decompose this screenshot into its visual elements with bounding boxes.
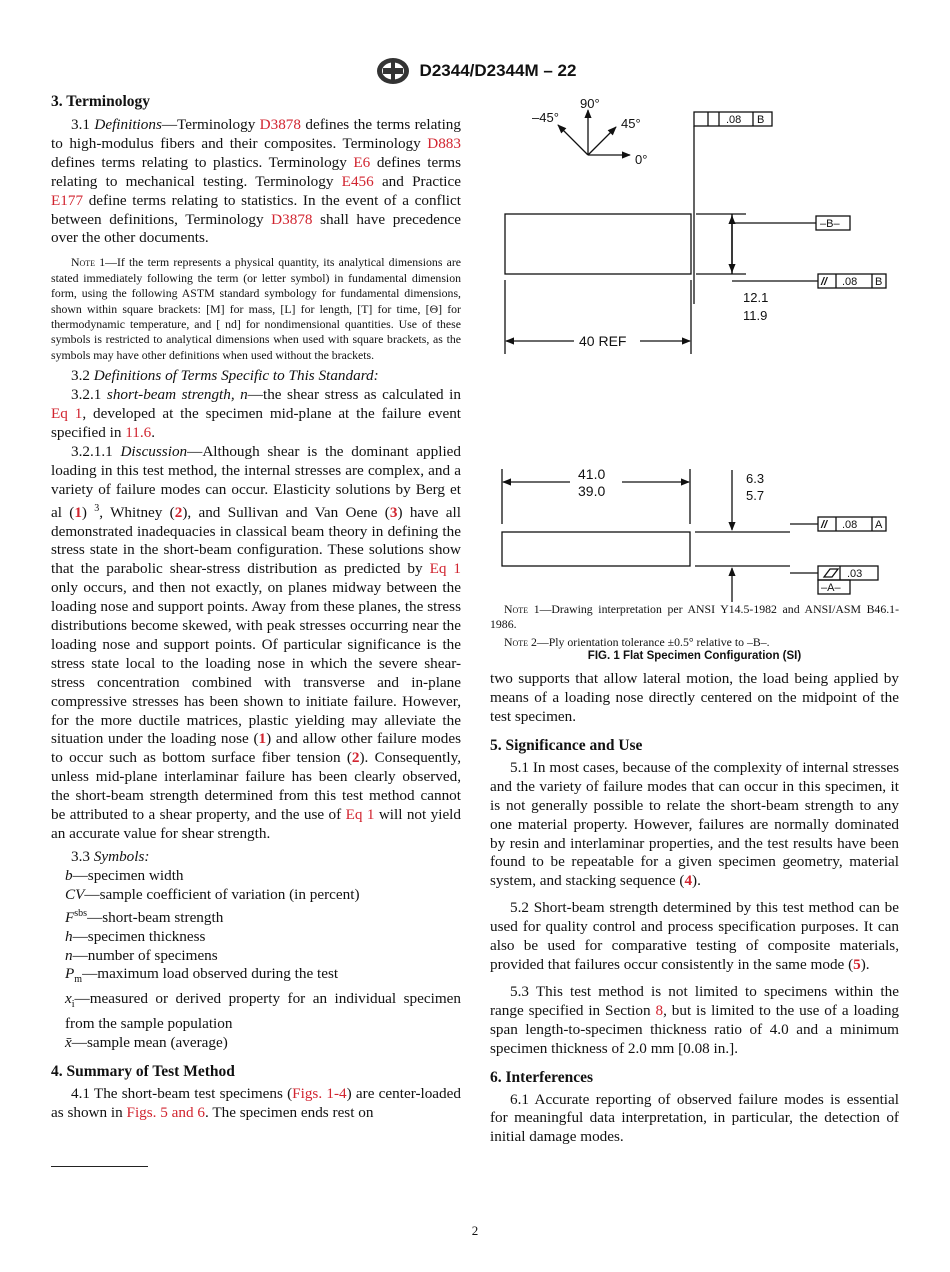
ref-3[interactable]: 3 — [389, 503, 398, 521]
ref-4[interactable]: 4 — [684, 872, 693, 890]
figure-note-1: Note 1—Drawing interpretation per ANSI Y14.5-1982 and ANSI/ASM B46.1-1986. — [490, 602, 900, 632]
svg-text:B: B — [757, 114, 765, 126]
link-figs-5-6[interactable]: Figs. 5 and 6 — [126, 1104, 205, 1121]
paragraph-4-1-continued: two supports that allow lateral motion, the load being applied by means of a loading nose directly centered on the midpoint of the test specimen. — [490, 670, 899, 726]
paragraph-3-3: 3.3 Symbols: — [71, 847, 150, 865]
ref-1-b[interactable]: 1 — [258, 730, 267, 748]
figure-note-2: Note 2—Ply orientation tolerance ±0.5° relative to –B–. — [504, 634, 770, 649]
paragraph-3-2-1: 3.2.1 short-beam strength, n—the shear stress as calculated in Eq 1, developed at the specimen mid-plane at the failure event specified in 11.6. — [51, 386, 462, 441]
section-4-heading: 4. Summary of Test Method — [51, 1063, 235, 1081]
label-90-deg: 90° — [580, 96, 600, 111]
datum-a-label: –A– — [821, 582, 841, 594]
symbol-item: x̄—sample mean (average) — [65, 1034, 228, 1052]
label-0-deg: 0° — [635, 152, 648, 167]
link-eq1[interactable]: Eq 1 — [51, 405, 83, 422]
left-column — [51, 92, 461, 1123]
right-column — [490, 602, 899, 1147]
link-e6[interactable]: E6 — [353, 153, 371, 171]
svg-text://: // — [821, 519, 828, 531]
page-header — [0, 56, 950, 86]
datum-b-label: –B– — [820, 218, 840, 230]
figure-1-drawing — [490, 92, 910, 602]
footnote-ref-3[interactable]: 3 — [94, 502, 100, 514]
symbol-item: CV—sample coefficient of variation (in percent) — [65, 885, 360, 903]
link-e177[interactable]: E177 — [51, 191, 84, 209]
symbols-list — [51, 867, 461, 1053]
symbol-item: n—number of specimens — [65, 946, 218, 964]
symbol-item: $x_i—measured$ or derived property for an individual specimen from the sample population — [65, 990, 461, 1033]
width-max-label: 12.1 — [743, 290, 769, 305]
label-minus45-deg: –45° — [532, 110, 559, 125]
footnote-rule — [51, 1166, 148, 1167]
svg-text:.08: .08 — [842, 276, 858, 288]
figure-caption: FIG. 1 Flat Specimen Configuration (SI) — [587, 650, 802, 663]
link-eq1-3[interactable]: Eq 1 — [345, 806, 375, 824]
orientation-45-arrow — [588, 127, 616, 155]
svg-text:A: A — [875, 519, 883, 531]
link-e456[interactable]: E456 — [341, 172, 374, 190]
paragraph-3-2-1-1: 3.2.1.1 Discussion—Although shear is the dominant applied loading in this test method, the internal stresses are complex, and a variety of failure modes can occur. Elasticity solutions by Berg et al (1) $^3$, Whitney (2), and Sullivan and Van Oene (3) have all demonstrated inadequacies in classical beam theory in defining the stress state in the short-beam configuration. These solutions show that the parabolic shear-stress distribution as predicted by Eq 1 only occurs, and then not exactly, on planes midway between the loading nose and support points. Away from these planes, the stress distributions become skewed, with peak stresses occurring near the loading nose and support points. Of particular significance is the stress state local to the loading nose in which the severe shear-stress concentration combined with transverse and in-plane compressive stresses has been shown to initiate failure. However, for the more ductile matrices, plastic yielding may alleviate the situation under the loading nose (1) and allow other failure modes to occur such as bottom surface fiber tension (2). Consequently, unless mid-plane interlaminar failure has been clearly observed, the short-beam strength determined from this test method cannot be attributed to a shear property, and the use of Eq 1 will not yield an accurate value for shear strength. — [51, 442, 462, 842]
paragraph-5-1: 5.1 In most cases, because of the complexity of internal stresses and the variety of failure modes that can occur in this specimen, it is not generally possible to relate the short-beam strength to any one material property. However, failures are normally dominated by resin and interlaminar properties, and the test results have been found to be repeatable for a given specimen geometry, material system, and stacking sequence (4). — [490, 758, 899, 890]
note-1: Note 1—If the term represents a physical quantity, its analytical dimensions are stated immediately following the term (or letter symbol) in fundamental dimension form, using the following ASTM standard symbology for fundamental dimensions, shown within square brackets: [M] for mass, [L] for length, [T] for time, [Θ] for thermodynamic temperature, and [ nd] for nondimensional quantities. Use of these symbols is restricted to analytical dimensions when used with square brackets, as the symbols may have other definitions when used without the brackets. — [51, 255, 461, 362]
label-45-deg: 45° — [621, 116, 641, 131]
svg-text:.08: .08 — [726, 114, 742, 126]
link-eq1-2[interactable]: Eq 1 — [429, 560, 462, 578]
svg-text:.08: .08 — [842, 519, 858, 531]
svg-text:.03: .03 — [847, 568, 863, 580]
ref-1[interactable]: 1 — [74, 503, 82, 521]
paragraph-3-1: 3.1 Definitions—Terminology D3878 defines the terms relating to high-modulus fibers and their composites. Terminology D883 defines terms relating to plastics. Terminology E6 defines terms relating to mechanical testing. Terminology E456 and Practice E177 define terms relating to statistics. In the event of a conflict between definitions, Terminology D3878 shall have precedence over the other documents. — [51, 116, 461, 247]
section-6-heading: 6. Interferences — [490, 1068, 594, 1086]
thickness-max-label: 6.3 — [746, 471, 765, 486]
ref-5[interactable]: 5 — [853, 956, 861, 973]
specimen-edge-view — [502, 532, 690, 566]
orientation-minus45-arrow — [558, 125, 588, 155]
thickness-min-label: 5.7 — [746, 488, 765, 503]
svg-text://: // — [821, 276, 828, 288]
svg-text:B: B — [875, 276, 883, 288]
paragraph-5-3: 5.3 This test method is not limited to specimens within the range specified in Section 8, but is limited to the use of a loading span length-to-specimen thickness ratio of 4.0 and a minimum specimen thickness of 2.0 mm [0.08 in.]. — [490, 982, 900, 1057]
section-5-heading: 5. Significance and Use — [490, 736, 643, 754]
link-section-8[interactable]: 8 — [655, 1001, 664, 1019]
ref-2-b[interactable]: 2 — [351, 749, 360, 767]
symbol-item: h—specimen thickness — [65, 927, 206, 945]
link-d3878-2[interactable]: D3878 — [271, 210, 313, 228]
link-figs-1-4[interactable]: Figs. 1-4 — [292, 1085, 347, 1103]
span-min-label: 39.0 — [578, 483, 606, 499]
astm-logo-icon — [374, 56, 412, 86]
width-min-label: 11.9 — [743, 308, 768, 323]
paragraph-5-2: 5.2 Short-beam strength determined by this test method can be used for quality control and process specification purposes. It can also be used for comparative testing of composite materials, provided that failures occur consistently in the same mode (5). — [490, 899, 899, 973]
link-d3878[interactable]: D3878 — [259, 116, 301, 133]
section-3-heading: 3. Terminology — [51, 93, 151, 110]
specimen-plan-view — [505, 214, 691, 274]
length-ref-label: 40 REF — [579, 333, 627, 349]
paragraph-3-2: 3.2 Definitions of Terms Specific to This Standard: — [71, 367, 379, 385]
link-11-6[interactable]: 11.6 — [125, 423, 152, 441]
page-number: 2 — [471, 1223, 479, 1238]
link-d883[interactable]: D883 — [427, 134, 461, 152]
symbol-item: $F^{sbs}—short$-beam strength — [65, 907, 224, 926]
paragraph-4-1: 4.1 The short-beam test specimens (Figs. 1-4) are center-loaded as shown in Figs. 5 and 6. The specimen ends rest on — [51, 1085, 461, 1121]
span-max-label: 41.0 — [578, 466, 606, 482]
symbol-item: b—specimen width — [65, 866, 184, 884]
ref-2[interactable]: 2 — [174, 503, 183, 521]
symbol-item: $P_m—maximum$ load observed during the test — [65, 965, 339, 986]
paragraph-6-1: 6.1 Accurate reporting of observed failure modes is essential for meaningful data interpretation, in particular, the detection of initial damage modes. — [490, 1090, 899, 1146]
standard-designation: D2344/D2344M – 22 — [419, 61, 577, 80]
